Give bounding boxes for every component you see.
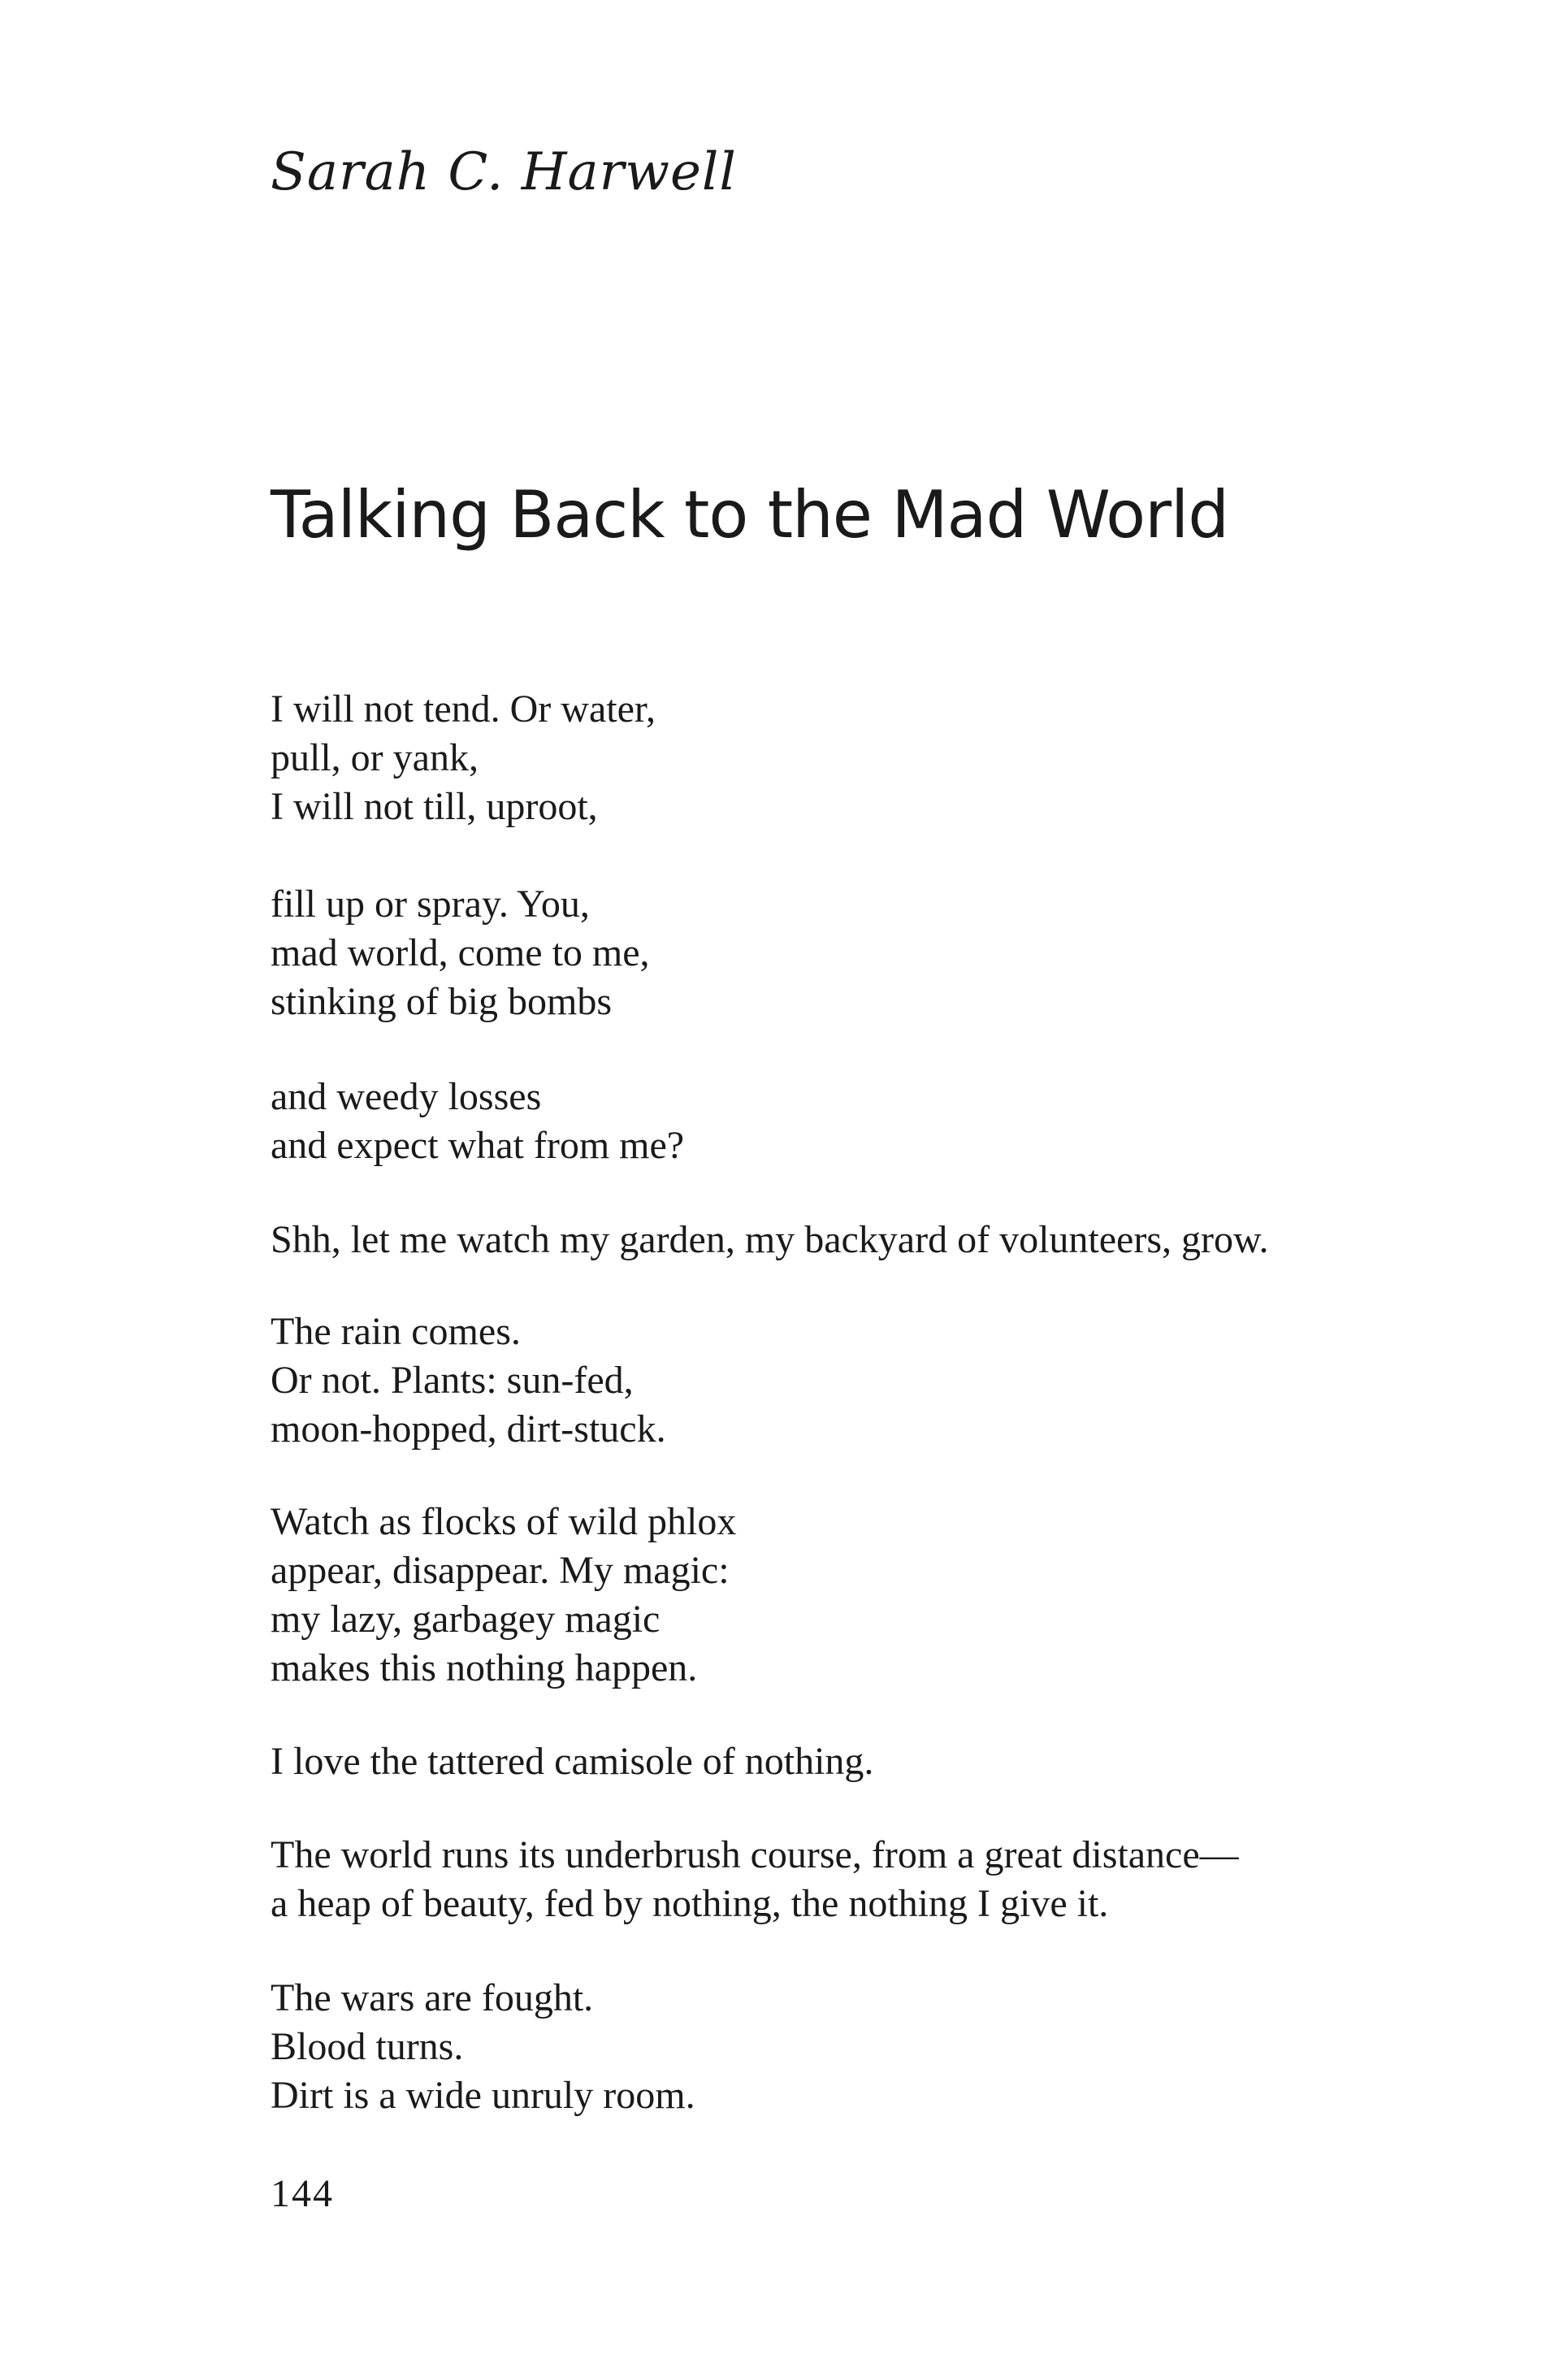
poem-line: The rain comes. bbox=[271, 1310, 521, 1353]
stanza-7 bbox=[271, 1737, 873, 1786]
author-name: Sarah C. Harwell bbox=[271, 142, 737, 202]
poem-line: I will not till, uproot, bbox=[271, 785, 598, 828]
poem-line: Watch as flocks of wild phlox bbox=[271, 1500, 737, 1543]
poem-line: stinking of big bombs bbox=[271, 980, 613, 1023]
poem-line: I love the tattered camisole of nothing. bbox=[271, 1740, 874, 1783]
poem-line: appear, disappear. My magic: bbox=[271, 1549, 730, 1592]
poem-line: my lazy, garbagey magic bbox=[271, 1598, 661, 1641]
poem-line: pull, or yank, bbox=[271, 736, 479, 779]
poem-line: makes this nothing happen. bbox=[271, 1646, 698, 1689]
poem-line: moon-hopped, dirt-stuck. bbox=[271, 1407, 666, 1451]
stanza-2 bbox=[271, 880, 650, 1026]
stanza-6 bbox=[271, 1498, 736, 1693]
page-number: 144 bbox=[271, 2172, 334, 2215]
stanza-5 bbox=[271, 1308, 666, 1454]
poem-title: Talking Back to the Mad World bbox=[271, 477, 1228, 553]
poem-line: Shh, let me watch my garden, my backyard of volunteers, grow. bbox=[271, 1218, 1269, 1261]
poem-line: I will not tend. Or water, bbox=[271, 687, 656, 731]
poem-line: Dirt is a wide unruly room. bbox=[271, 2074, 695, 2117]
stanza-3 bbox=[271, 1073, 684, 1170]
poem-line: The world runs its underbrush course, from a great distance— bbox=[271, 1833, 1239, 1876]
poem-line: a heap of beauty, fed by nothing, the nothing I give it. bbox=[271, 1882, 1109, 1925]
poem-line: mad world, come to me, bbox=[271, 931, 650, 974]
poem-line: and expect what from me? bbox=[271, 1124, 685, 1167]
poem-line: Blood turns. bbox=[271, 2025, 464, 2068]
poem-line: fill up or spray. You, bbox=[271, 883, 590, 926]
stanza-4 bbox=[271, 1216, 1269, 1264]
stanza-1 bbox=[271, 685, 656, 831]
poem-line: The wars are fought. bbox=[271, 1976, 594, 2019]
stanza-9 bbox=[271, 1974, 695, 2120]
poem-line: Or not. Plants: sun-fed, bbox=[271, 1359, 634, 1402]
poem-line: and weedy losses bbox=[271, 1075, 542, 1118]
stanza-8 bbox=[271, 1831, 1239, 1928]
